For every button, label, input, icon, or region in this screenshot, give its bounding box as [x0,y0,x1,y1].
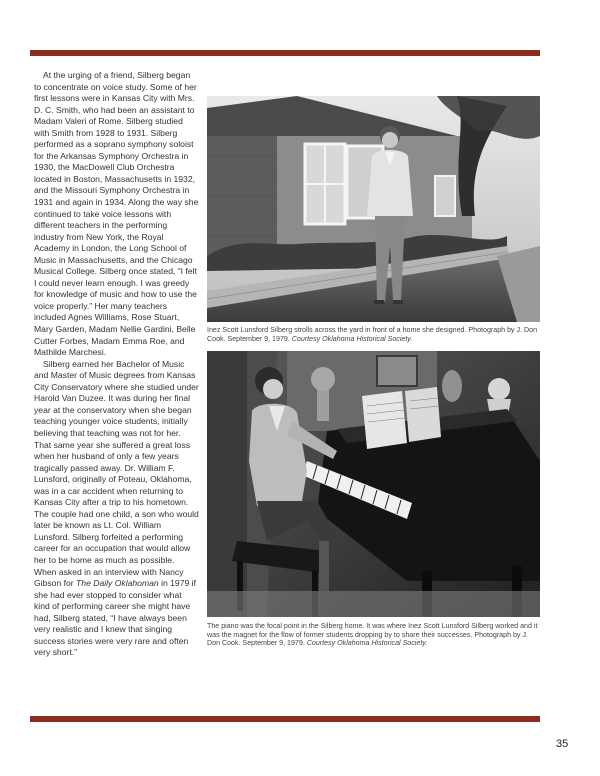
photo-silberg-yard [207,96,540,322]
page-number: 35 [556,738,569,750]
paragraph-2: Silberg earned her Bachelor of Music and Master of Music degrees from Kansas City Conservatory where she studied under Harold Van Duzee. It was during her final year at the conservatory when she began teaching younger voice students, initially believing that teaching was not for her. That same year she suffered a great loss when her husband of only a few years tragically passed away. Dr. William F. Lunsford, originally of Poteau, Oklahoma, was in a car accident when returning to Kansas City after a trip to his hometown. The couple had one child, a son who would later be known as Lt. Col. William Lunsford. Silberg forfeited a performing career for an occupation that would allow her to be home as much as possible. When asked in an interview with Nancy Gibson for The Daily Oklahoman in 1979 if she had ever stopped to consider what kind of performing career she might have had, Silberg stated, “I have always been very realistic and I knew that singing success stories were very rare and often very short.” [34,358,199,658]
bottom-rule [30,716,540,722]
top-rule [30,50,540,56]
photo-silberg-piano [207,351,540,617]
photo-caption-1: Inez Scott Lunsford Silberg strolls across the yard in front of a home she designed. Photograph by J. Don Cook. September 9, 1979. Courtesy Oklahoma Historical Society. [207,326,538,343]
photo-caption-2: The piano was the focal point in the Silberg home. It was where Inez Scott Lunsford Silberg worked and it was the magnet for the flow of former students dropping by to share their successes. Photograph by J. Don Cook. September 9, 1979. Courtesy Oklahoma Historical Society. [207,622,538,648]
article-body [34,70,199,659]
paragraph-1: At the urging of a friend, Silberg began to concentrate on voice study. Some of her first lessons were in Kansas City with Mrs. D. C. Smith, who had been an assistant to Madam Valeri of Rome. Silberg studied with Smith from 1928 to 1931. Silberg performed as a soprano symphony soloist for the Arkansas Symphony Orchestra in 1930, the MacDowell Club Orchestra located in Boston, Massachusetts in 1932, and the Missouri Symphony Orchestra in 1931 and again in 1934. Along the way she continued to take voice lessons with different teachers in the performing industry from New York, the Royal Academy in London, the Long School of Music in Massachusetts, and the Chicago Musical College. Silberg once stated, “I felt I could never learn enough. I was greedy for knowledge of music and how to use the voice properly.” Her many teachers included Agnes Williams, Rose Stuart, Mary Garden, Madam Nellie Gardini, Belle Cutter Forbes, Madam Emma Roe, and Mathilde Marchesi. [34,70,199,358]
